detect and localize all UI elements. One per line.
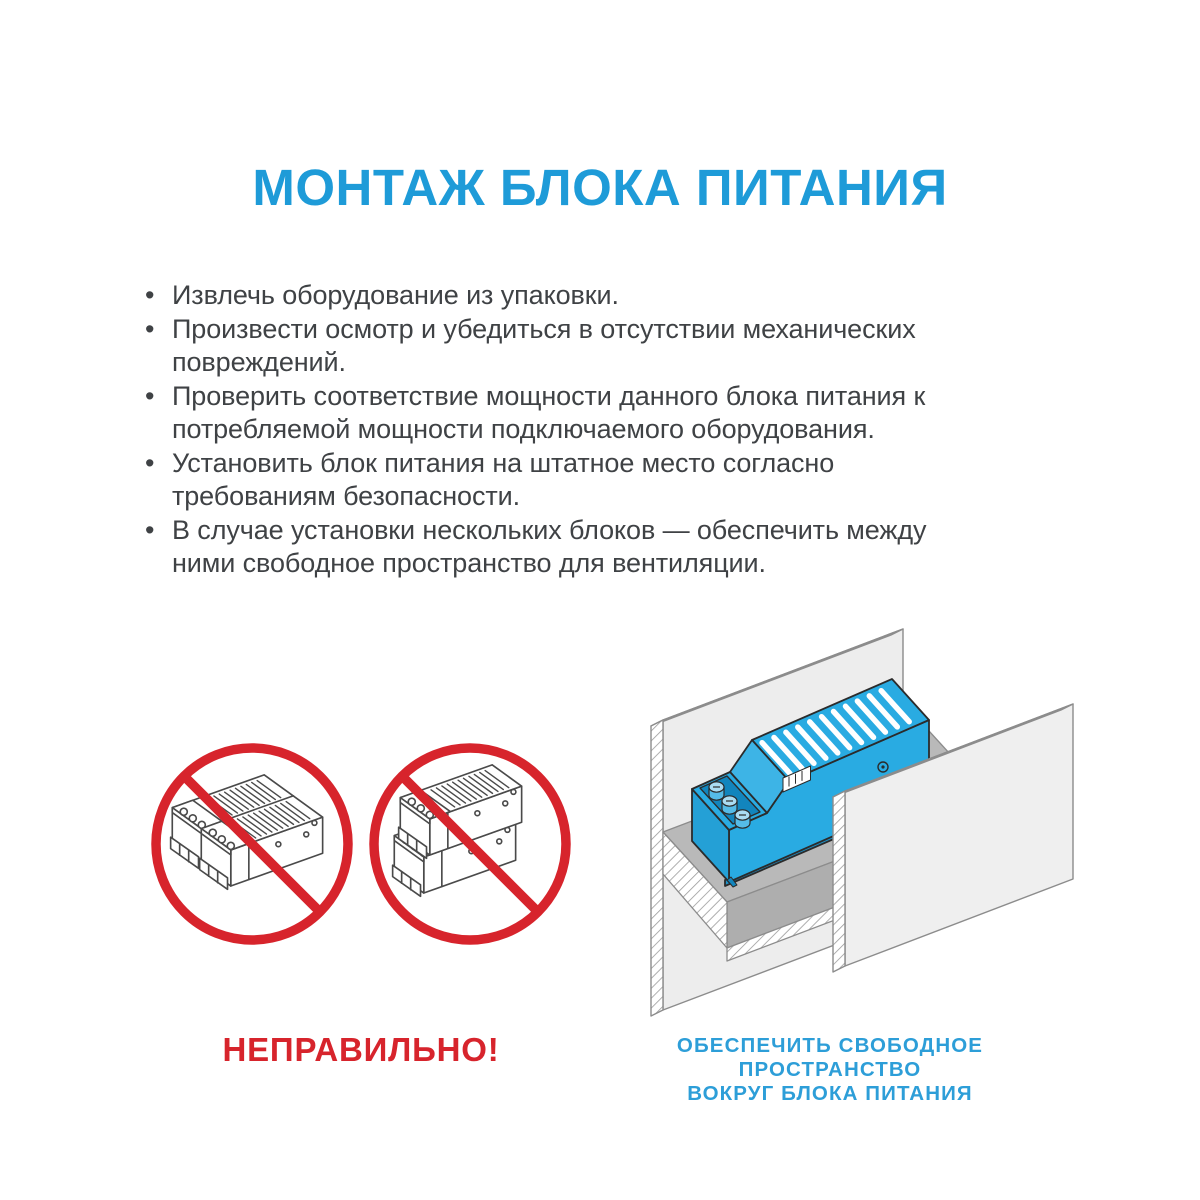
instruction-item: • Проверить соответствие мощности данного блока питания к потребляемой мощности подключаемого оборудования. — [143, 380, 993, 447]
page-title: МОНТАЖ БЛОКА ПИТАНИЯ — [252, 159, 948, 216]
free-space-caption-line1: ОБЕСПЕЧИТЬ СВОБОДНОЕ ПРОСТРАНСТВО — [676, 1034, 984, 1081]
no-psu-stacked-icon — [365, 739, 575, 949]
instruction-item: • Произвести осмотр и убедиться в отсутствии механических повреждений. — [143, 313, 993, 380]
instruction-item: • Установить блок питания на штатное место согласно требованиям безопасности. — [143, 447, 993, 514]
free-space-caption-line2: ВОКРУГ БЛОКА ПИТАНИЯ — [687, 1082, 973, 1105]
instruction-item: • В случае установки нескольких блоков — обеспечить между ними свободное пространство для вентиляции. — [143, 514, 993, 581]
no-psu-side-by-side-icon — [147, 739, 357, 949]
wrong-caption: НЕПРАВИЛЬНО! — [222, 1031, 500, 1068]
psu-clearance-illustration — [633, 610, 1075, 1052]
instruction-item: • Извлечь оборудование из упаковки. — [143, 279, 993, 313]
free-space-caption — [590, 1034, 1070, 1106]
instruction-list — [143, 279, 993, 581]
prohibited-mounting-figure — [147, 739, 575, 949]
